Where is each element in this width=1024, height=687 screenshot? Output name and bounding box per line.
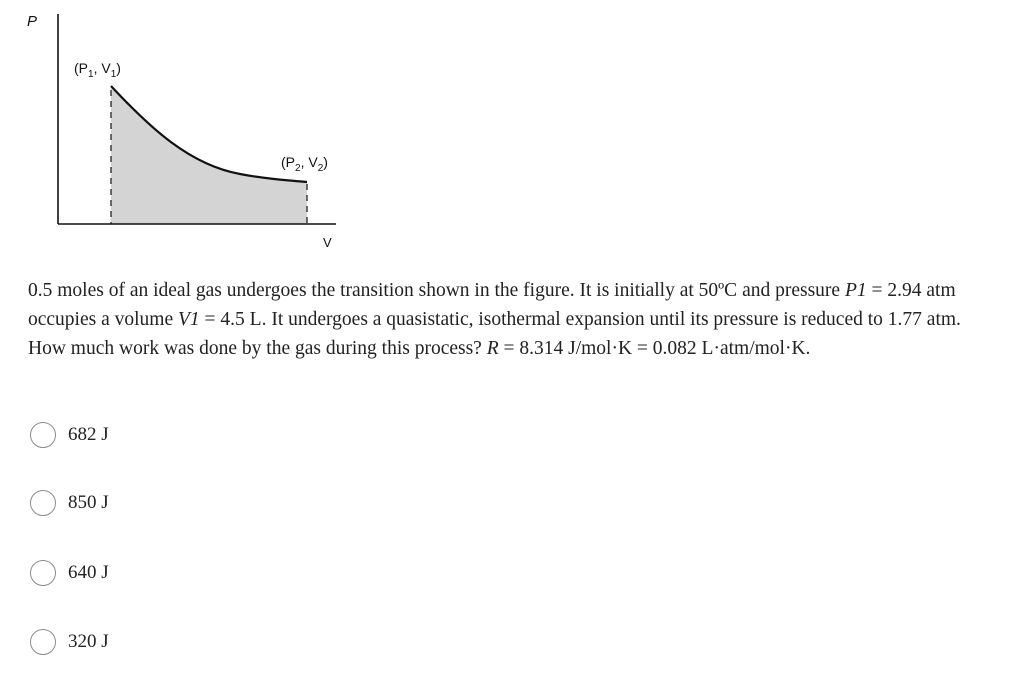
radio-button[interactable] bbox=[30, 490, 56, 516]
work-area-shading bbox=[111, 86, 307, 224]
answer-label: 682 J bbox=[68, 424, 109, 445]
answer-label: 850 J bbox=[68, 492, 109, 513]
radio-button[interactable] bbox=[30, 629, 56, 655]
question-text: 0.5 moles of an ideal gas undergoes the transition shown in the figure. It is initially at 50ºC and pressure P1 = 2.94 atm occupies a volume V1 = 4.5 L. It undergoes a quasistatic, isothermal expansion until its pressure is reduced to 1.77 atm. How much work was done by the gas during this process? R = 8.314 J/mol·K = 0.082 L·atm/mol·K. bbox=[28, 280, 961, 359]
answer-label: 640 J bbox=[68, 562, 109, 583]
r-symbol: R bbox=[486, 338, 499, 359]
v1-symbol: V1 bbox=[178, 309, 200, 330]
p1-symbol: P1 bbox=[844, 280, 867, 301]
answer-option-3[interactable] bbox=[30, 560, 109, 586]
answer-option-1[interactable] bbox=[30, 422, 109, 448]
answer-label: 320 J bbox=[68, 631, 109, 652]
point2-label: ($P_2$, $V_2$) bbox=[281, 154, 328, 174]
answer-option-2[interactable] bbox=[30, 490, 109, 516]
point1-label: ($P_1$, $V_1$) bbox=[74, 60, 121, 80]
pv-diagram bbox=[0, 0, 400, 265]
p-axis-label: P bbox=[27, 13, 38, 30]
radio-button[interactable] bbox=[30, 560, 56, 586]
radio-button[interactable] bbox=[30, 422, 56, 448]
answer-option-4[interactable] bbox=[30, 629, 109, 655]
v-axis-label: V bbox=[323, 235, 332, 250]
